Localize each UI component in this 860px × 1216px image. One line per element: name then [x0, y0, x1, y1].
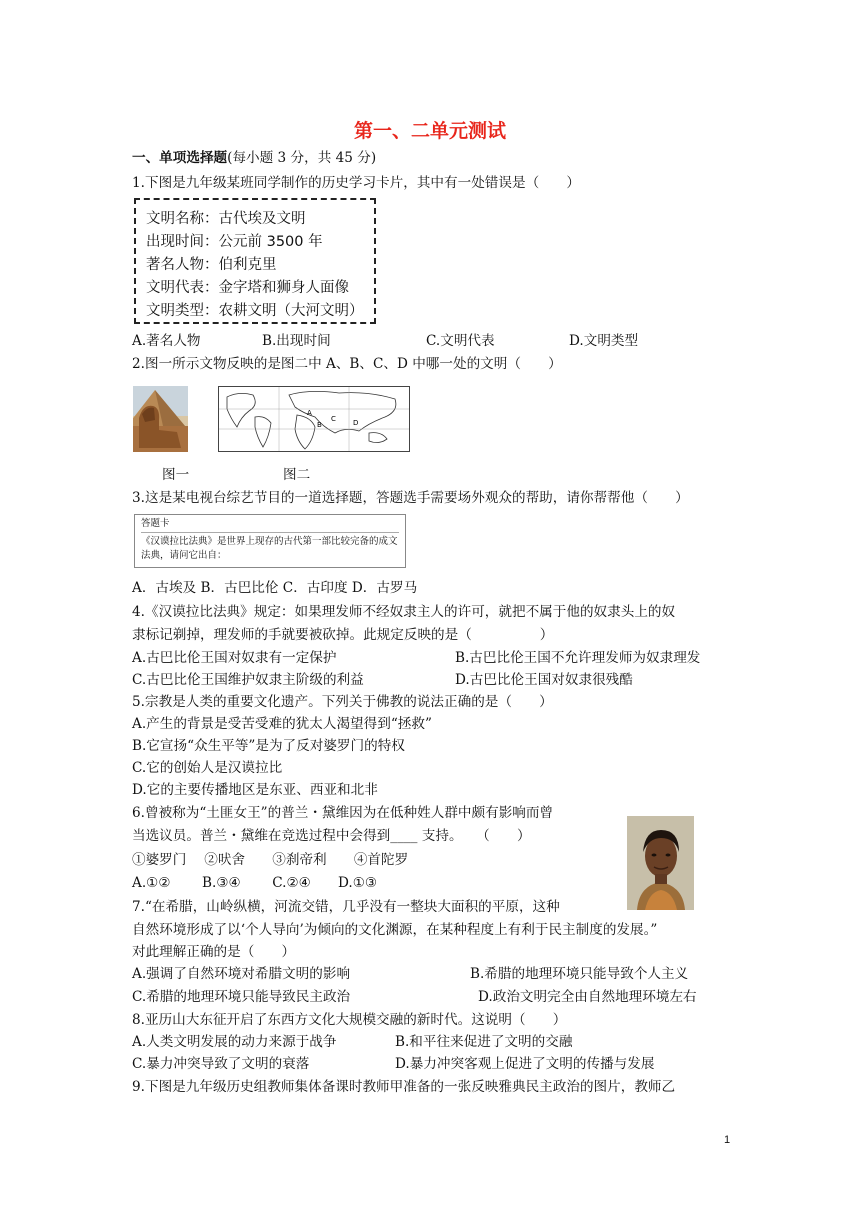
q7-stem-line2: 自然环境形成了以‘个人导向’为倾向的文化渊源，在某种程度上有利于民主制度的发展。” [132, 922, 658, 938]
q1-option-d: D.文明类型 [569, 333, 639, 349]
q8-stem: 8.亚历山大东征开启了东西方文化大规模交融的新时代。这说明（ ） [132, 1012, 567, 1028]
q5-option-c: C.它的创始人是汉谟拉比 [132, 760, 283, 776]
q4-stem-line1: 4.《汉谟拉比法典》规定：如果理发师不经奴隶主人的许可，就把不属于他的奴隶头上的奴 [132, 604, 676, 620]
q5-option-d: D.它的主要传播地区是东亚、西亚和北非 [132, 782, 378, 798]
answer-card-line: 《汉谟拉比法典》是世界上现存的古代第一部比较完备的成文 [141, 532, 399, 549]
section-note: (每小题 3 分，共 45 分) [227, 150, 377, 166]
map-label-b: B [317, 421, 322, 429]
q6-options: A.①② B.③④ C.②④ D.①③ [132, 875, 378, 891]
q3-options: A．古埃及 B．古巴比伦 C．古印度 D．古罗马 [132, 580, 418, 596]
q4-option-c: C.古巴比伦王国维护奴隶主阶级的利益 [132, 672, 364, 688]
card-line: 文明代表：金字塔和狮身人面像 [146, 280, 349, 296]
phoolan-devi-portrait [627, 816, 694, 910]
q5-option-b: B.它宣扬“众生平等”是为了反对婆罗门的特权 [132, 738, 405, 754]
q4-option-a: A.古巴比伦王国对奴隶有一定保护 [132, 650, 337, 666]
figure-2-caption: 图二 [283, 467, 311, 483]
q4-stem-line2: 隶标记剃掉，理发师的手就要被砍掉。此规定反映的是（ ） [132, 627, 554, 643]
card-line: 文明名称：古代埃及文明 [146, 211, 306, 227]
section-label: 一、单项选择题 [132, 150, 228, 166]
card-line: 文明类型：农耕文明（大河文明） [146, 303, 364, 319]
figure-1-caption: 图一 [162, 467, 190, 483]
world-map-image [218, 386, 410, 452]
answer-card-line: 法典，请问它出自： [141, 550, 227, 561]
q7-option-b: B.希腊的地理环境只能导致个人主义 [470, 966, 689, 982]
q6-stem-line1: 6.曾被称为“土匪女王”的普兰・黛维因为在低种姓人群中颇有影响而曾 [132, 805, 554, 821]
section-heading [132, 148, 376, 168]
q5-option-a: A.产生的背景是受苦受难的犹太人渴望得到“拯救” [132, 716, 432, 732]
q8-option-b: B.和平往来促进了文明的交融 [395, 1034, 573, 1050]
q7-option-a: A.强调了自然环境对希腊文明的影响 [132, 966, 351, 982]
q7-option-c: C.希腊的地理环境只能导致民主政治 [132, 989, 351, 1005]
answer-card-title: 答题卡 [141, 518, 170, 529]
q1-option-c: C.文明代表 [426, 333, 495, 349]
q1-option-b: B.出现时间 [262, 333, 331, 349]
page-title: 第一、二单元测试 [353, 120, 506, 142]
q8-option-a: A.人类文明发展的动力来源于战争 [132, 1034, 337, 1050]
q3-stem: 3.这是某电视台综艺节目的一道选择题，答题选手需要场外观众的帮助，请你帮帮他（ ） [132, 490, 689, 506]
q6-choices: ①婆罗门 ②吠舍 ③刹帝利 ④首陀罗 [132, 852, 409, 868]
q4-option-d: D.古巴比伦王国对奴隶很残酷 [455, 672, 633, 688]
q7-stem-line3: 对此理解正确的是（ ） [132, 944, 296, 960]
q7-stem-line1: 7.“在希腊，山岭纵横，河流交错，几乎没有一整块大面积的平原，这种 [132, 899, 560, 915]
q4-option-b: B.古巴比伦王国不允许理发师为奴隶理发 [455, 650, 701, 666]
page-number: 1 [724, 1134, 731, 1146]
q9-stem: 9.下图是九年级历史组教师集体备课时教师甲准备的一张反映雅典民主政治的图片，教师乙 [132, 1079, 676, 1095]
history-study-card [134, 198, 376, 324]
q8-option-d: D.暴力冲突客观上促进了文明的传播与发展 [395, 1056, 655, 1072]
sphinx-pyramid-image [133, 386, 188, 452]
q8-option-c: C.暴力冲突导致了文明的衰落 [132, 1056, 310, 1072]
q6-stem-line2: 当选议员。普兰・黛维在竞选过程中会得到____ 支持。 （ ） [132, 828, 531, 844]
q1-stem: 1.下图是九年级某班同学制作的历史学习卡片，其中有一处错误是（ ） [132, 175, 580, 191]
map-label-c: C [331, 415, 336, 423]
q5-stem: 5.宗教是人类的重要文化遗产。下列关于佛教的说法正确的是（ ） [132, 694, 553, 710]
answer-card-box [134, 514, 406, 568]
map-label-a: A [307, 409, 312, 417]
q7-option-d: D.政治文明完全由自然地理环境左右 [478, 989, 697, 1005]
q1-option-a: A.著名人物 [132, 333, 201, 349]
map-label-d: D [353, 419, 359, 427]
q2-stem: 2.图一所示文物反映的是图二中 A、B、C、D 中哪一处的文明（ ） [132, 356, 562, 372]
card-line: 著名人物：伯利克里 [146, 257, 277, 273]
card-line: 出现时间：公元前 3500 年 [146, 234, 323, 250]
